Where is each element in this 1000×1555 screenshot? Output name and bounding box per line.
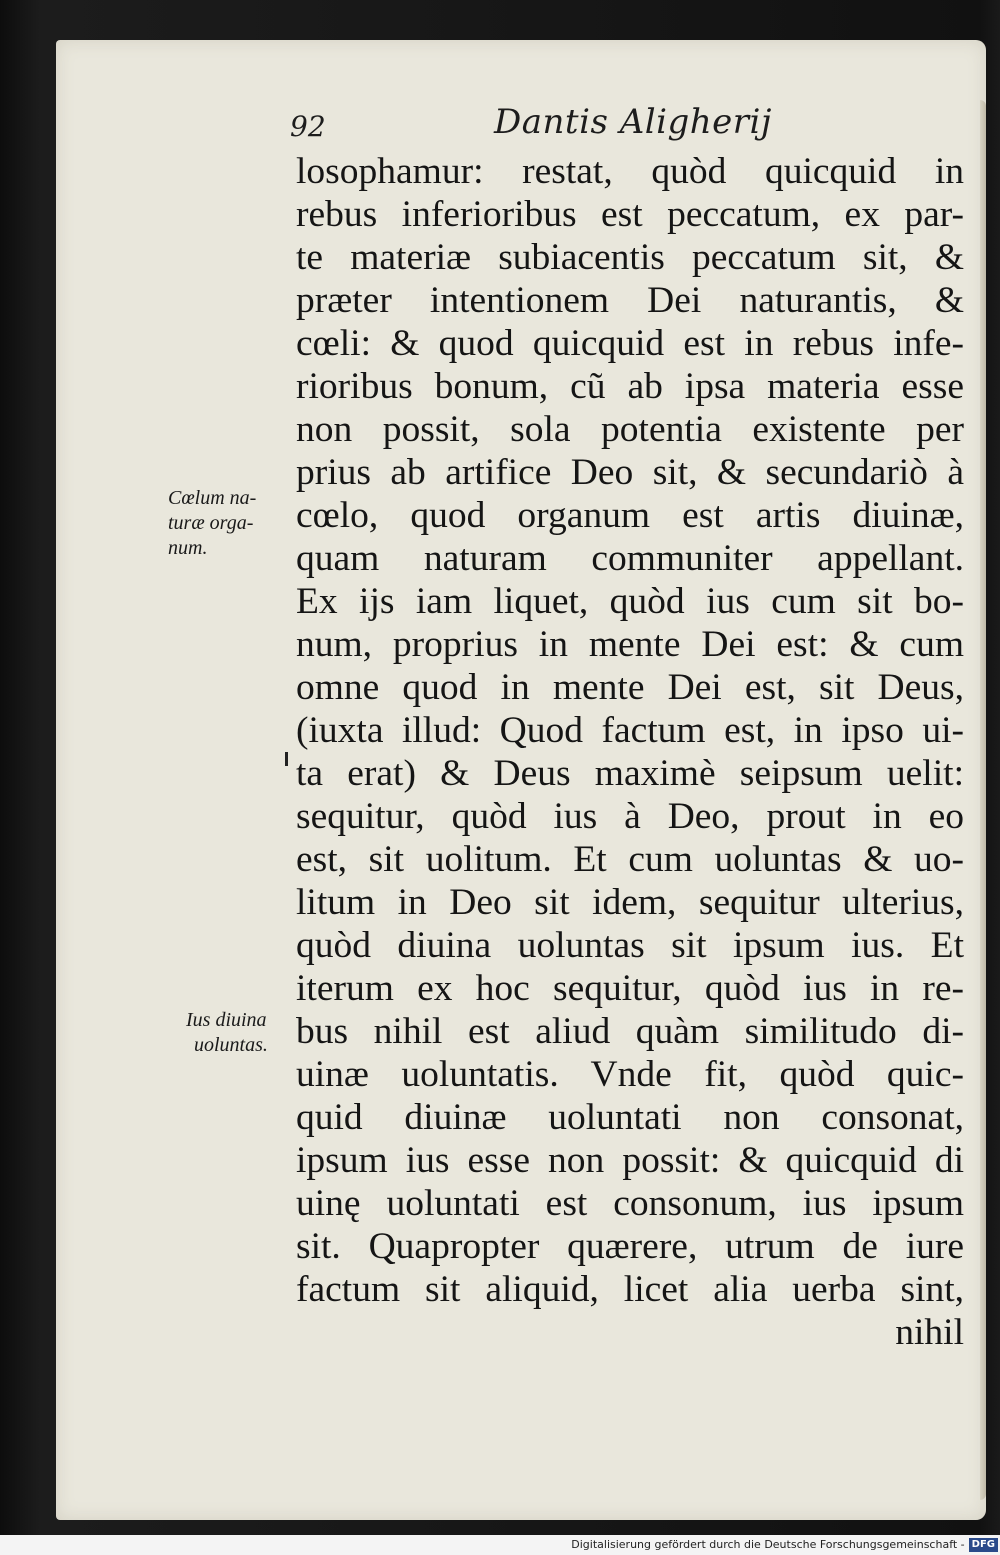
text-line: te materiæ subiacentis peccatum sit, & — [296, 237, 964, 278]
text-line: omne quod in mente Dei est, sit Deus, — [296, 667, 964, 708]
text-line: litum in Deo sit idem, sequitur ulterius, — [296, 882, 964, 923]
ink-mark — [285, 752, 288, 766]
marginal-note-line: Cœlum na- — [168, 487, 257, 509]
marginal-note-ius — [186, 1008, 268, 1058]
text-line: rebus inferioribus est peccatum, ex par- — [296, 194, 964, 235]
text-line: num, proprius in mente Dei est: & cum — [296, 624, 964, 665]
text-line: ipsum ius esse non possit: & quicquid di — [296, 1140, 964, 1181]
text-line: est, sit uolitum. Et cum uoluntas & uo- — [296, 839, 964, 880]
dfg-logo-icon: DFG — [969, 1538, 998, 1552]
text-line: sequitur, quòd ius à Deo, prout in eo — [296, 796, 964, 837]
text-line: sit. Quapropter quærere, utrum de iure — [296, 1226, 964, 1267]
page-number: 92 — [290, 110, 326, 143]
text-line: quam naturam communiter appellant. — [296, 538, 964, 579]
digitization-footer — [0, 1535, 1000, 1555]
text-line: rioribus bonum, cũ ab ipsa materia esse — [296, 366, 964, 407]
text-line: uinæ uoluntatis. Vnde fit, quòd quic- — [296, 1054, 964, 1095]
marginal-note-line: num. — [168, 537, 208, 559]
marginal-note-cœlum — [168, 486, 256, 561]
marginal-note-line: turæ orga- — [168, 512, 254, 534]
text-line: iterum ex hoc sequitur, quòd ius in re- — [296, 968, 964, 1009]
text-line: quòd diuina uoluntas sit ipsum ius. Et — [296, 925, 964, 966]
text-line: (iuxta illud: Quod factum est, in ipso ui- — [296, 710, 964, 751]
text-line: ta erat) & Deus maximè seipsum uelit: — [296, 753, 964, 794]
marginal-note-line: uoluntas. — [194, 1034, 268, 1056]
text-line: cœlo, quod organum est artis diuinæ, — [296, 495, 964, 536]
footer-credit: Digitalisierung gefördert durch die Deutsche Forschungsgemeinschaft - — [571, 1538, 965, 1551]
text-line: cœli: & quod quicquid est in rebus infe- — [296, 323, 964, 364]
body-text — [296, 150, 964, 1354]
catchword: nihil — [895, 1312, 964, 1353]
text-line: factum sit aliquid, licet alia uerba sint, — [296, 1269, 964, 1310]
text-line: præter intentionem Dei naturantis, & — [296, 280, 964, 321]
page-edge — [980, 100, 986, 1500]
text-line: losophamur: restat, quòd quicquid in — [296, 151, 964, 192]
page-header — [290, 102, 940, 152]
text-line: uinę uoluntati est consonum, ius ipsum — [296, 1183, 964, 1224]
running-head: Dantis Aligherij — [494, 102, 772, 142]
text-line: prius ab artifice Deo sit, & secundariò à — [296, 452, 964, 493]
text-line: non possit, sola potentia existente per — [296, 409, 964, 450]
text-line: bus nihil est aliud quàm similitudo di- — [296, 1011, 964, 1052]
marginal-note-line: Ius diuina — [186, 1009, 267, 1031]
text-line: quid diuinæ uoluntati non consonat, — [296, 1097, 964, 1138]
text-line: Ex ijs iam liquet, quòd ius cum sit bo- — [296, 581, 964, 622]
